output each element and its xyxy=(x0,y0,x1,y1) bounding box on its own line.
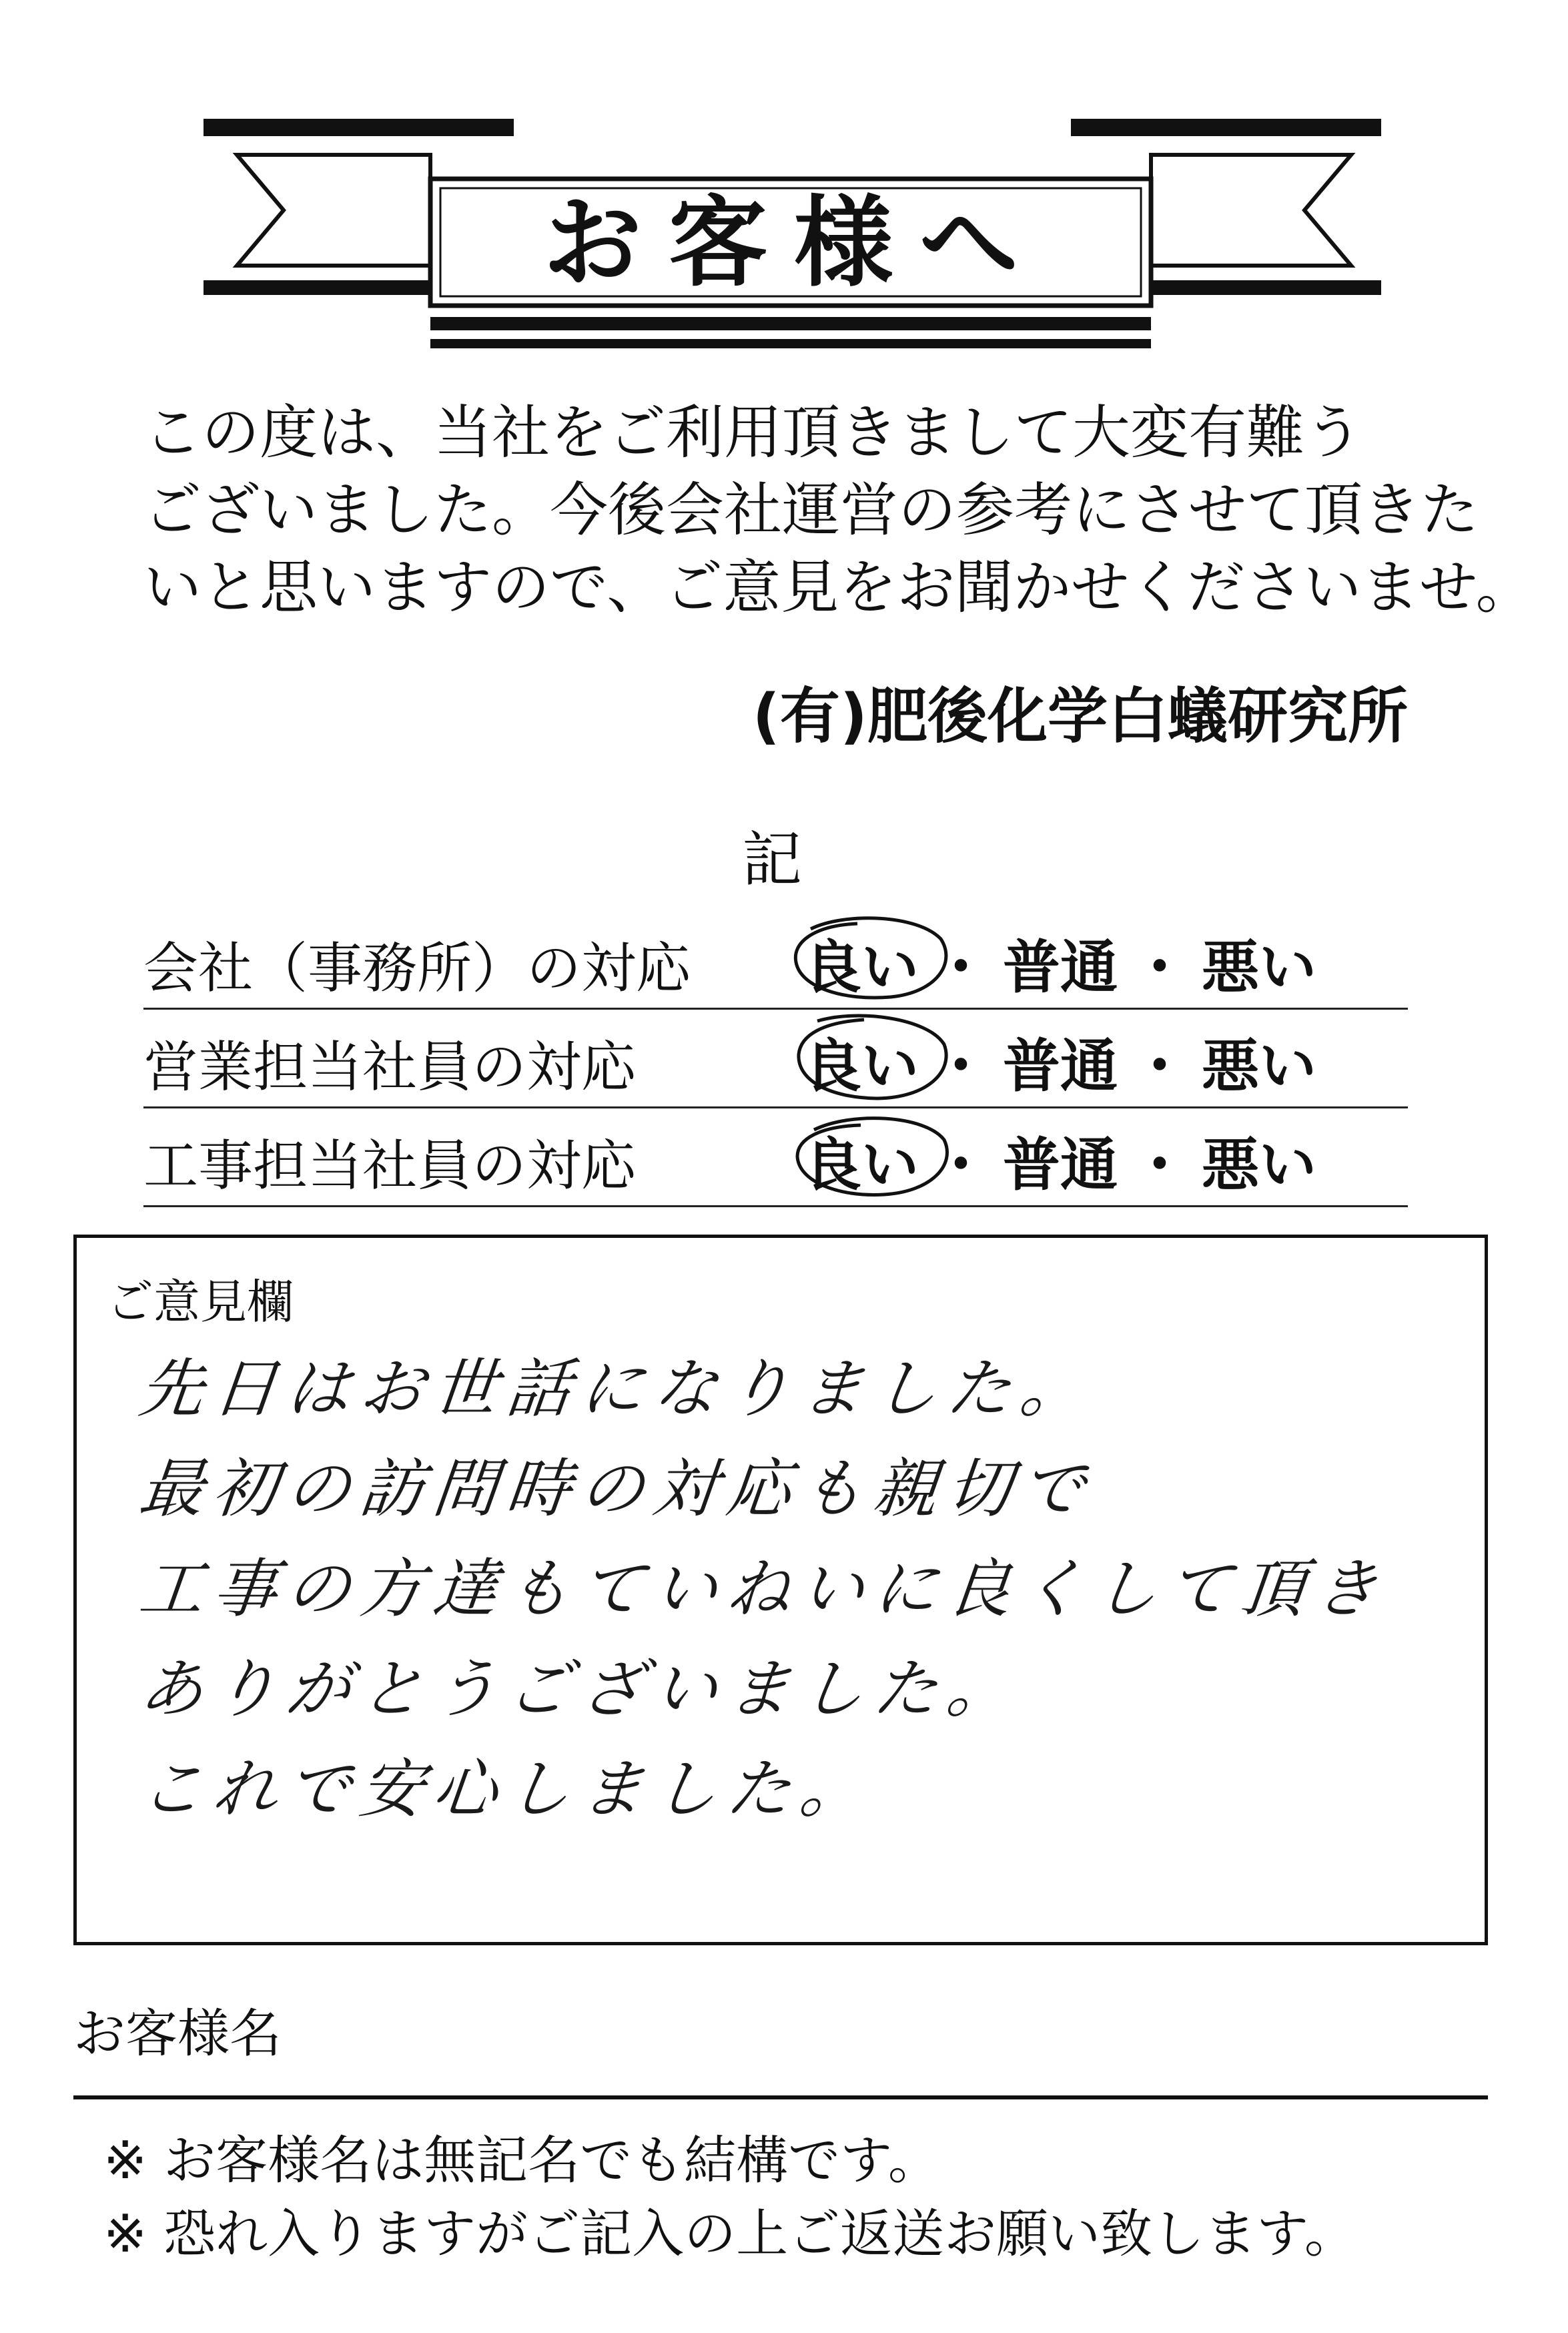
separator: ・ xyxy=(932,1032,990,1100)
option-good[interactable] xyxy=(804,921,919,1004)
company-name: (有)肥後化学白蟻研究所 xyxy=(752,681,1408,751)
option-normal[interactable]: 普通 xyxy=(1003,1032,1118,1100)
option-good[interactable] xyxy=(804,1118,919,1201)
comment-line-1: 先日はお世話になりました。 xyxy=(135,1351,1098,1426)
greeting-line-3: いと思いますので、ご意見をお聞かせくださいませ。 xyxy=(143,553,1534,621)
rating-label: 会社（事務所）の対応 xyxy=(143,937,691,1000)
option-normal[interactable]: 普通 xyxy=(1003,1131,1118,1199)
rating-row-company xyxy=(143,909,1408,1010)
rating-label: 工事担当社員の対応 xyxy=(143,1134,637,1198)
comment-line-4: ありがとうございました。 xyxy=(135,1652,1025,1726)
comment-line-5: これで安心しました。 xyxy=(135,1752,878,1826)
rating-options xyxy=(804,1118,1316,1201)
greeting-line-1: この度は、当社をご利用頂きまして大変有難う xyxy=(143,398,1362,466)
option-good[interactable] xyxy=(804,1020,919,1102)
ki-heading: 記 xyxy=(742,825,802,895)
comment-line-3: 工事の方達もていねいに良くして頂き xyxy=(135,1552,1392,1626)
option-good-label: 良い xyxy=(804,1131,919,1199)
rating-row-sales xyxy=(143,1008,1408,1108)
option-good-label: 良い xyxy=(804,934,919,1001)
option-bad[interactable]: 悪い xyxy=(1202,1032,1316,1100)
rating-options xyxy=(804,1020,1316,1102)
option-bad[interactable]: 悪い xyxy=(1202,1131,1316,1199)
comment-line-2: 最初の訪問時の対応も親切で xyxy=(135,1451,1098,1526)
rating-row-construction xyxy=(143,1106,1408,1207)
separator: ・ xyxy=(1131,934,1188,1001)
greeting-line-2: ございました。今後会社運営の参考にさせて頂きた xyxy=(143,476,1479,544)
rating-options xyxy=(804,921,1316,1004)
option-normal[interactable]: 普通 xyxy=(1003,934,1118,1001)
customer-name-field[interactable] xyxy=(73,2095,1488,2099)
comment-title: ご意見欄 xyxy=(107,1275,294,1329)
comment-box[interactable] xyxy=(73,1235,1488,1945)
option-good-label: 良い xyxy=(804,1032,919,1100)
customer-name-label: お客様名 xyxy=(73,2004,282,2064)
footer-note-1: ※ お客様名は無記名でも結構です。 xyxy=(103,2131,940,2191)
separator: ・ xyxy=(932,934,990,1001)
option-bad[interactable]: 悪い xyxy=(1202,934,1316,1001)
separator: ・ xyxy=(1131,1131,1188,1199)
banner-title: お客様へ xyxy=(543,184,1045,300)
footer-note-2: ※ 恐れ入りますがご記入の上ご返送お願い致します。 xyxy=(103,2204,1356,2264)
rating-label: 営業担当社員の対応 xyxy=(143,1036,637,1099)
separator: ・ xyxy=(932,1131,990,1199)
separator: ・ xyxy=(1131,1032,1188,1100)
